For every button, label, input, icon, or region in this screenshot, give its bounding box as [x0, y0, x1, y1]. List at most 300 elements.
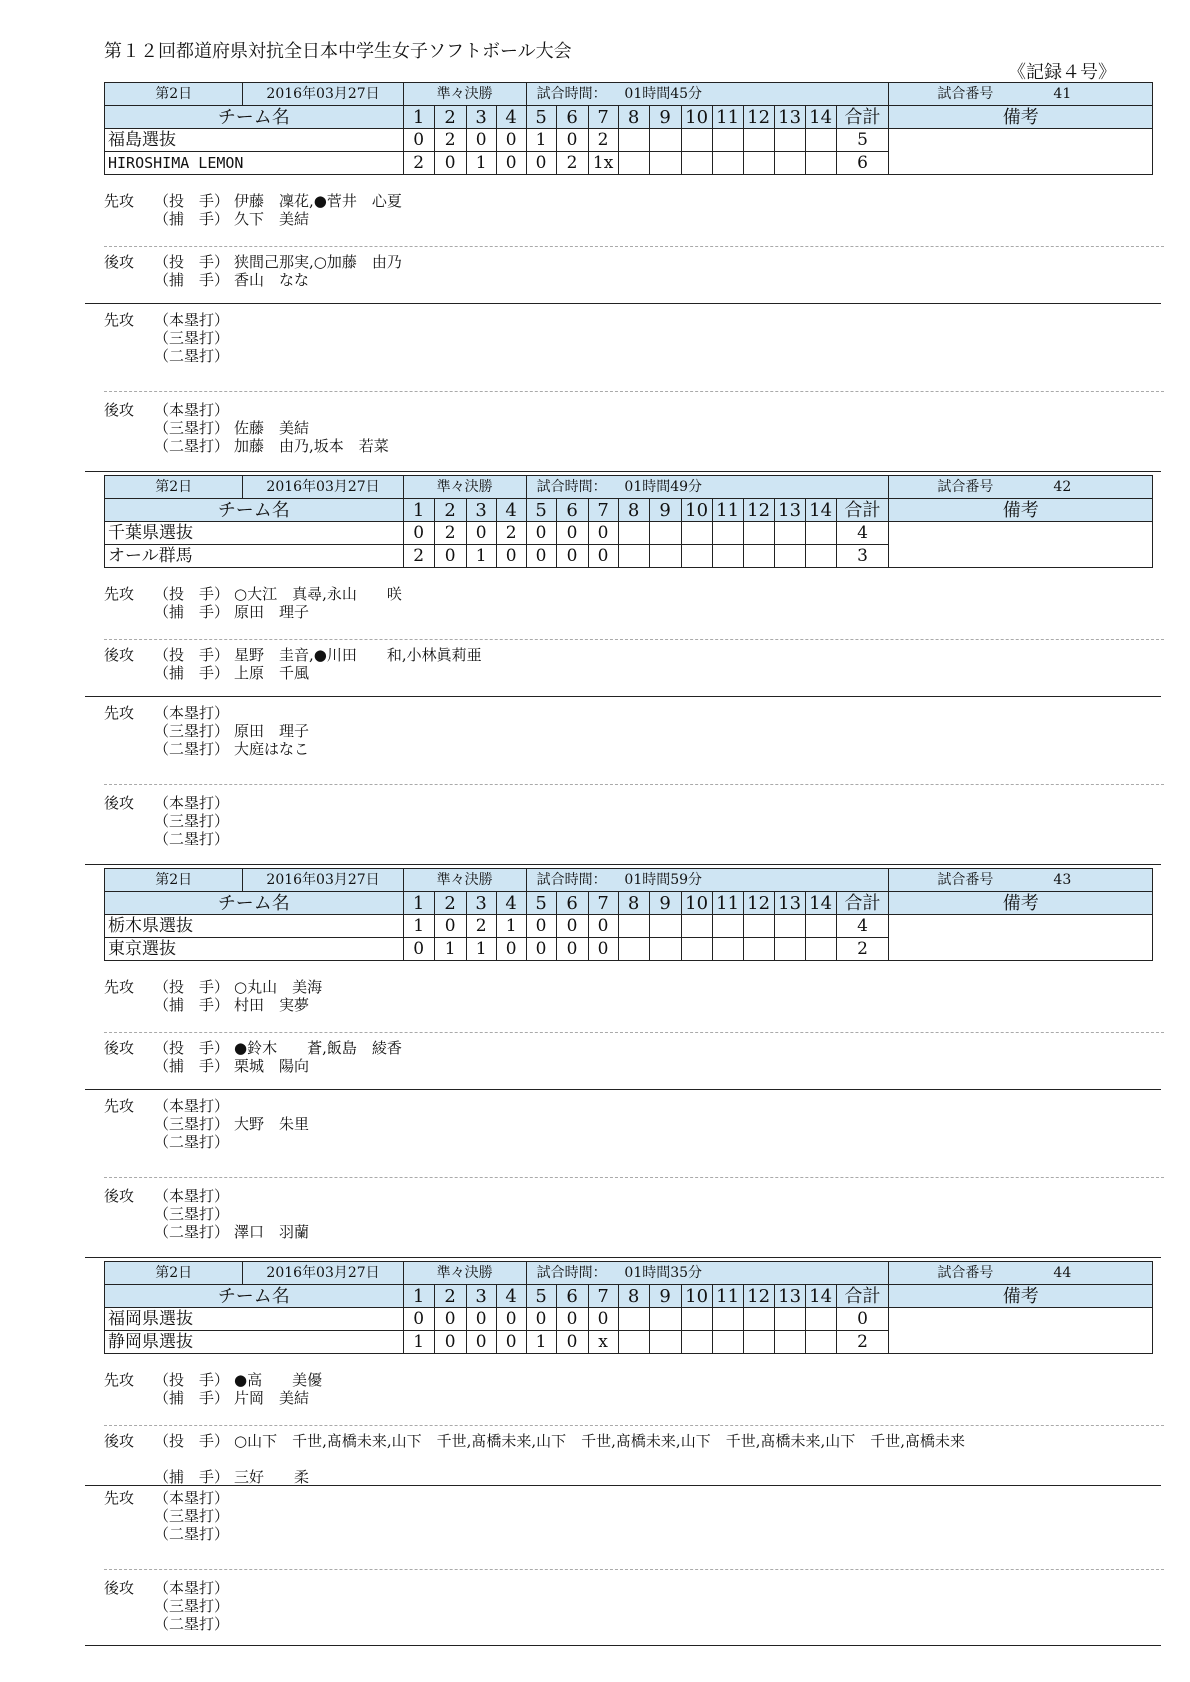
player-names: 原田 理子	[234, 722, 310, 740]
second-triple-line	[104, 1597, 234, 1615]
inning-score: 0	[556, 938, 588, 961]
inning-score: 0	[496, 545, 526, 568]
game-date: 2016年03月27日	[243, 83, 403, 106]
inning-header: 12	[743, 1285, 774, 1308]
team-name-header: チーム名	[105, 499, 404, 522]
inning-score: 0	[496, 1308, 526, 1331]
remarks-header: 備考	[889, 892, 1153, 915]
divider	[104, 784, 1164, 785]
inning-header: 7	[588, 1285, 618, 1308]
inning-score	[681, 938, 712, 961]
side-label: 後攻	[104, 401, 135, 419]
inning-score: 0	[466, 129, 496, 152]
inning-header: 8	[618, 1285, 649, 1308]
inning-header: 6	[556, 499, 588, 522]
score-table	[104, 475, 1153, 568]
inning-score	[649, 129, 681, 152]
inning-score: 0	[526, 938, 556, 961]
player-names: 星野 圭音,●川田 和,小林眞莉亜	[234, 646, 482, 664]
inning-header: 5	[526, 1285, 556, 1308]
inning-header: 14	[805, 1285, 836, 1308]
inning-header: 3	[466, 499, 496, 522]
inning-score	[743, 129, 774, 152]
inning-header: 8	[618, 499, 649, 522]
first-pitcher-line	[104, 1371, 322, 1389]
inning-header: 11	[712, 106, 743, 129]
inning-score: 1	[466, 938, 496, 961]
player-names: 加藤 由乃,坂本 若菜	[234, 437, 389, 455]
game-end-divider	[85, 1645, 1161, 1646]
player-names: 三好 柔	[234, 1468, 310, 1486]
side-label: 後攻	[104, 794, 135, 812]
first-triple-line	[104, 1115, 309, 1133]
game-end-divider	[85, 864, 1161, 865]
team-total: 3	[836, 545, 889, 568]
inning-score: 0	[556, 129, 588, 152]
inning-score: 0	[496, 152, 526, 175]
inning-score	[743, 915, 774, 938]
second-double-line	[104, 830, 234, 848]
player-names: 狭間己那実,○加藤 由乃	[234, 253, 402, 271]
inning-score	[649, 1331, 681, 1354]
first-pitcher-line	[104, 585, 402, 603]
game-number: 43	[1053, 871, 1072, 888]
inning-header: 14	[805, 892, 836, 915]
second-double-line	[104, 437, 389, 455]
inning-score: 0	[496, 938, 526, 961]
remarks-header: 備考	[889, 499, 1153, 522]
game-time: 01時間45分	[624, 85, 703, 102]
inning-score	[805, 545, 836, 568]
position-label: （三塁打）	[154, 1115, 230, 1133]
player-names: ○山下 千世,髙橋未来,山下 千世,髙橋未来,山下 千世,髙橋未来,山下 千世,髙橋未来,山下 千世,髙橋未来	[234, 1432, 966, 1450]
inning-score: 1	[526, 129, 556, 152]
game-number: 42	[1053, 478, 1072, 495]
inning-score: 0	[556, 545, 588, 568]
inning-header: 3	[466, 1285, 496, 1308]
second-double-line	[104, 1223, 309, 1241]
inning-score: 0	[434, 915, 466, 938]
remarks-header: 備考	[889, 1285, 1153, 1308]
position-label: （本塁打）	[154, 401, 230, 419]
inning-header: 5	[526, 499, 556, 522]
position-label: （本塁打）	[154, 1489, 230, 1507]
inning-score	[743, 152, 774, 175]
second-catcher-line	[104, 1468, 309, 1486]
inning-score	[649, 938, 681, 961]
player-names: 栗城 陽向	[234, 1057, 310, 1075]
inning-header: 13	[774, 892, 805, 915]
inning-header: 7	[588, 499, 618, 522]
inning-score	[743, 1308, 774, 1331]
player-names: 村田 実夢	[234, 996, 310, 1014]
remarks-cell	[889, 1308, 1153, 1354]
side-label: 先攻	[104, 1371, 135, 1389]
side-label: 後攻	[104, 646, 135, 664]
player-names: ●鈴木 蒼,飯島 綾香	[234, 1039, 402, 1057]
position-label: （捕 手）	[154, 1389, 230, 1407]
inning-header: 12	[743, 499, 774, 522]
first-catcher-line	[104, 210, 309, 228]
team-name: オール群馬	[105, 545, 404, 568]
position-label: （二塁打）	[154, 830, 230, 848]
team-row	[105, 1308, 1153, 1331]
team-name-header: チーム名	[105, 1285, 404, 1308]
inning-score	[805, 1308, 836, 1331]
player-names: 原田 理子	[234, 603, 310, 621]
total-header: 合計	[836, 499, 889, 522]
divider	[104, 246, 1164, 247]
player-names: ○大江 真尋,永山 咲	[234, 585, 402, 603]
team-name: 静岡県選抜	[105, 1331, 404, 1354]
record-number: 《記録４号》	[1008, 62, 1116, 83]
inning-score: 2	[466, 915, 496, 938]
inning-score: 1	[466, 545, 496, 568]
inning-score	[743, 522, 774, 545]
side-label: 後攻	[104, 1039, 135, 1057]
position-label: （三塁打）	[154, 1507, 230, 1525]
inning-score: 2	[434, 522, 466, 545]
inning-score: 0	[588, 938, 618, 961]
first-double-line	[104, 1133, 234, 1151]
player-names: 伊藤 凜花,●菅井 心夏	[234, 192, 402, 210]
inning-score	[681, 522, 712, 545]
inning-score	[681, 152, 712, 175]
game-number-label: 試合番号	[937, 85, 994, 102]
score-table	[104, 868, 1153, 961]
team-total: 4	[836, 522, 889, 545]
inning-score	[712, 915, 743, 938]
inning-header: 13	[774, 106, 805, 129]
inning-score: 0	[526, 1308, 556, 1331]
side-label: 先攻	[104, 1489, 135, 1507]
section-divider	[85, 696, 1161, 697]
team-name-header: チーム名	[105, 892, 404, 915]
team-name-header: チーム名	[105, 106, 404, 129]
inning-score: 1	[496, 915, 526, 938]
inning-score: 0	[403, 522, 434, 545]
game-time-label: 試合時間：	[536, 478, 607, 495]
position-label: （三塁打）	[154, 812, 230, 830]
inning-header: 14	[805, 499, 836, 522]
inning-header: 6	[556, 106, 588, 129]
inning-score	[712, 129, 743, 152]
inning-score: 0	[556, 1331, 588, 1354]
game-date: 2016年03月27日	[243, 869, 403, 892]
player-names: 佐藤 美結	[234, 419, 310, 437]
inning-score	[618, 545, 649, 568]
inning-score	[649, 522, 681, 545]
game-number: 41	[1053, 85, 1072, 102]
player-names: 久下 美結	[234, 210, 310, 228]
second-double-line	[104, 1615, 234, 1633]
inning-header: 9	[649, 892, 681, 915]
position-label: （捕 手）	[154, 664, 230, 682]
second-pitcher-line	[104, 646, 482, 664]
position-label: （本塁打）	[154, 1579, 230, 1597]
inning-score: 2	[556, 152, 588, 175]
inning-score: 2	[403, 152, 434, 175]
position-label: （二塁打）	[154, 437, 230, 455]
game-round: 準々決勝	[403, 83, 526, 106]
position-label: （二塁打）	[154, 740, 230, 758]
second-homerun-line	[104, 794, 234, 812]
second-pitcher-line	[104, 1039, 402, 1057]
team-name: 福岡県選抜	[105, 1308, 404, 1331]
second-pitcher-line	[104, 1432, 1149, 1450]
second-homerun-line	[104, 1187, 234, 1205]
inning-score	[649, 1308, 681, 1331]
total-header: 合計	[836, 106, 889, 129]
second-catcher-line	[104, 1057, 309, 1075]
player-names: 大野 朱里	[234, 1115, 310, 1133]
first-double-line	[104, 347, 234, 365]
team-name: 千葉県選抜	[105, 522, 404, 545]
game-time: 01時間35分	[624, 1264, 703, 1281]
inning-header: 9	[649, 106, 681, 129]
position-label: （二塁打）	[154, 1133, 230, 1151]
inning-header: 2	[434, 892, 466, 915]
inning-score: 0	[588, 915, 618, 938]
inning-score	[743, 938, 774, 961]
inning-header: 12	[743, 106, 774, 129]
first-homerun-line	[104, 1097, 234, 1115]
inning-score	[774, 915, 805, 938]
position-label: （投 手）	[154, 192, 230, 210]
inning-score: 0	[496, 1331, 526, 1354]
game-date: 2016年03月27日	[243, 1262, 403, 1285]
game-number-label: 試合番号	[937, 478, 994, 495]
game-number-label: 試合番号	[937, 1264, 994, 1281]
inning-score: x	[588, 1331, 618, 1354]
second-homerun-line	[104, 1579, 234, 1597]
first-double-line	[104, 740, 309, 758]
first-pitcher-line	[104, 192, 402, 210]
remarks-header: 備考	[889, 106, 1153, 129]
team-name: 東京選抜	[105, 938, 404, 961]
inning-score: 0	[434, 545, 466, 568]
first-pitcher-line	[104, 978, 322, 996]
position-label: （捕 手）	[154, 1468, 230, 1486]
inning-score	[712, 522, 743, 545]
inning-header: 9	[649, 1285, 681, 1308]
game-day: 第2日	[105, 476, 243, 499]
second-triple-line	[104, 812, 234, 830]
position-label: （捕 手）	[154, 996, 230, 1014]
inning-score: 1	[434, 938, 466, 961]
game-time-label: 試合時間：	[536, 1264, 607, 1281]
game-round: 準々決勝	[403, 869, 526, 892]
game-time-label: 試合時間：	[536, 871, 607, 888]
second-catcher-line	[104, 271, 309, 289]
inning-score: 1	[466, 152, 496, 175]
position-label: （本塁打）	[154, 1187, 230, 1205]
player-names: 上原 千風	[234, 664, 310, 682]
side-label: 先攻	[104, 311, 135, 329]
position-label: （本塁打）	[154, 311, 230, 329]
inning-score	[774, 938, 805, 961]
second-triple-line	[104, 1205, 234, 1223]
team-total: 2	[836, 1331, 889, 1354]
inning-header: 4	[496, 892, 526, 915]
first-triple-line	[104, 329, 234, 347]
position-label: （三塁打）	[154, 1597, 230, 1615]
inning-header: 2	[434, 106, 466, 129]
inning-header: 11	[712, 892, 743, 915]
inning-header: 11	[712, 1285, 743, 1308]
position-label: （三塁打）	[154, 419, 230, 437]
player-names: 大庭はなこ	[234, 740, 310, 758]
inning-score: 2	[496, 522, 526, 545]
inning-score	[618, 938, 649, 961]
team-total: 6	[836, 152, 889, 175]
inning-score: 0	[403, 1308, 434, 1331]
team-row	[105, 915, 1153, 938]
inning-score: 0	[526, 522, 556, 545]
inning-score: 2	[434, 129, 466, 152]
position-label: （捕 手）	[154, 271, 230, 289]
inning-score	[681, 915, 712, 938]
inning-score	[805, 938, 836, 961]
inning-header: 11	[712, 499, 743, 522]
position-label: （捕 手）	[154, 1057, 230, 1075]
inning-score	[712, 1331, 743, 1354]
inning-header: 10	[681, 1285, 712, 1308]
inning-header: 13	[774, 1285, 805, 1308]
side-label: 後攻	[104, 253, 135, 271]
side-label: 後攻	[104, 1187, 135, 1205]
side-label: 後攻	[104, 1432, 135, 1450]
inning-score	[712, 1308, 743, 1331]
team-name: HIROSHIMA LEMON	[105, 152, 404, 175]
inning-header: 10	[681, 892, 712, 915]
inning-score	[712, 152, 743, 175]
inning-score	[805, 522, 836, 545]
position-label: （二塁打）	[154, 1525, 230, 1543]
section-divider	[85, 1485, 1161, 1486]
second-pitcher-line	[104, 253, 402, 271]
first-catcher-line	[104, 1389, 309, 1407]
position-label: （投 手）	[154, 253, 230, 271]
inning-header: 4	[496, 499, 526, 522]
inning-score: 0	[526, 915, 556, 938]
game-time-label: 試合時間：	[536, 85, 607, 102]
inning-score	[743, 545, 774, 568]
first-catcher-line	[104, 603, 309, 621]
inning-header: 9	[649, 499, 681, 522]
first-triple-line	[104, 1507, 234, 1525]
inning-score	[774, 1308, 805, 1331]
inning-header: 1	[403, 499, 434, 522]
inning-header: 3	[466, 106, 496, 129]
inning-header: 4	[496, 1285, 526, 1308]
inning-score: 1	[526, 1331, 556, 1354]
position-label: （三塁打）	[154, 1205, 230, 1223]
player-names: ○丸山 美海	[234, 978, 323, 996]
inning-score	[805, 915, 836, 938]
divider	[104, 1177, 1164, 1178]
position-label: （二塁打）	[154, 1223, 230, 1241]
inning-header: 2	[434, 499, 466, 522]
inning-score: 0	[496, 129, 526, 152]
inning-header: 1	[403, 106, 434, 129]
inning-header: 2	[434, 1285, 466, 1308]
game-number-label: 試合番号	[937, 871, 994, 888]
player-names: 澤口 羽蘭	[234, 1223, 310, 1241]
first-homerun-line	[104, 311, 234, 329]
second-homerun-line	[104, 401, 234, 419]
position-label: （二塁打）	[154, 1615, 230, 1633]
inning-header: 7	[588, 106, 618, 129]
first-double-line	[104, 1525, 234, 1543]
inning-score	[805, 152, 836, 175]
team-total: 4	[836, 915, 889, 938]
inning-score	[649, 915, 681, 938]
inning-score: 2	[403, 545, 434, 568]
inning-score: 1	[403, 1331, 434, 1354]
inning-score: 1	[403, 915, 434, 938]
inning-score: 0	[434, 152, 466, 175]
side-label: 先攻	[104, 1097, 135, 1115]
position-label: （捕 手）	[154, 210, 230, 228]
inning-score	[681, 1331, 712, 1354]
inning-score: 0	[588, 1308, 618, 1331]
inning-score	[805, 129, 836, 152]
team-name: 福島選抜	[105, 129, 404, 152]
inning-header: 14	[805, 106, 836, 129]
side-label: 先攻	[104, 192, 135, 210]
inning-score: 0	[588, 545, 618, 568]
inning-score: 2	[588, 129, 618, 152]
inning-header: 3	[466, 892, 496, 915]
first-homerun-line	[104, 704, 234, 722]
inning-header: 8	[618, 892, 649, 915]
inning-header: 10	[681, 106, 712, 129]
inning-header: 4	[496, 106, 526, 129]
inning-score: 0	[403, 938, 434, 961]
side-label: 先攻	[104, 585, 135, 603]
inning-score	[649, 545, 681, 568]
inning-score	[681, 1308, 712, 1331]
game-date: 2016年03月27日	[243, 476, 403, 499]
game-time: 01時間59分	[624, 871, 703, 888]
remarks-cell	[889, 522, 1153, 568]
inning-score: 0	[556, 915, 588, 938]
inning-header: 6	[556, 1285, 588, 1308]
divider	[104, 1425, 1164, 1426]
game-number: 44	[1053, 1264, 1072, 1281]
inning-score	[774, 545, 805, 568]
inning-score	[618, 522, 649, 545]
inning-score	[774, 152, 805, 175]
team-row	[105, 522, 1153, 545]
position-label: （本塁打）	[154, 794, 230, 812]
inning-score	[618, 915, 649, 938]
score-table	[104, 82, 1153, 175]
divider	[104, 639, 1164, 640]
position-label: （投 手）	[154, 1039, 230, 1057]
position-label: （投 手）	[154, 978, 230, 996]
inning-score: 0	[466, 522, 496, 545]
inning-score: 0	[556, 1308, 588, 1331]
game-end-divider	[85, 1257, 1161, 1258]
inning-score	[743, 1331, 774, 1354]
team-total: 2	[836, 938, 889, 961]
inning-score	[649, 152, 681, 175]
inning-score	[681, 129, 712, 152]
position-label: （三塁打）	[154, 329, 230, 347]
inning-score: 0	[556, 522, 588, 545]
